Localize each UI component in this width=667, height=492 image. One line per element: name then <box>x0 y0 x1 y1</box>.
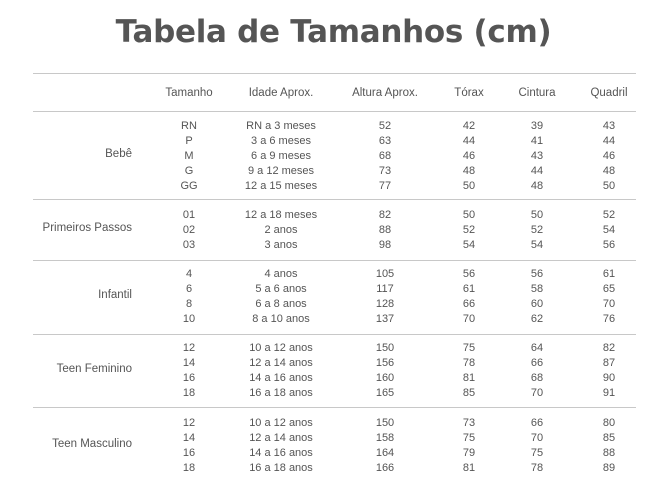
cell-tamanho: G <box>184 164 194 177</box>
cell-idade: 10 a 12 anos <box>249 417 313 429</box>
cell-altura: 164 <box>375 446 395 459</box>
group-name: Teen Masculino <box>52 437 132 450</box>
header-cintura: Cintura <box>518 87 556 99</box>
cell-torax: 81 <box>462 461 476 474</box>
cell-altura: 68 <box>378 149 392 162</box>
cell-tamanho: 18 <box>182 386 196 399</box>
cell-quadril: 76 <box>602 312 616 325</box>
cell-tamanho: 6 <box>185 282 193 295</box>
cell-altura: 165 <box>375 386 395 399</box>
cell-torax: 70 <box>462 312 476 325</box>
cell-torax: 50 <box>462 179 476 192</box>
cell-altura: 158 <box>375 431 395 444</box>
cell-altura: 128 <box>375 297 395 310</box>
cell-altura: 73 <box>378 164 392 177</box>
cell-tamanho: 16 <box>182 446 196 459</box>
header-quadril: Quadril <box>590 87 628 99</box>
cell-tamanho: 10 <box>182 312 196 325</box>
cell-altura: 77 <box>378 179 392 192</box>
cell-cintura: 41 <box>530 134 544 147</box>
cell-cintura: 56 <box>530 268 544 280</box>
cell-cintura: 66 <box>530 417 544 429</box>
cell-idade: 14 a 16 anos <box>249 371 313 384</box>
cell-quadril: 89 <box>602 461 616 474</box>
cell-idade: 12 a 18 meses <box>244 209 318 221</box>
cell-tamanho: 02 <box>182 223 196 236</box>
cell-quadril: 85 <box>602 431 616 444</box>
header-idade: Idade Aprox. <box>248 87 314 99</box>
cell-idade: 3 anos <box>264 238 298 251</box>
cell-idade: 16 a 18 anos <box>249 386 313 399</box>
group-name: Bebê <box>105 148 132 161</box>
cell-cintura: 48 <box>530 179 544 192</box>
table-top-rule <box>33 73 636 74</box>
cell-cintura: 62 <box>530 312 544 325</box>
cell-cintura: 39 <box>530 120 544 132</box>
cell-tamanho: 12 <box>182 417 196 429</box>
cell-torax: 79 <box>462 446 476 459</box>
cell-idade: 6 a 9 meses <box>251 149 311 162</box>
cell-cintura: 64 <box>530 342 544 354</box>
cell-idade: 6 a 8 anos <box>255 297 307 310</box>
cell-torax: 66 <box>462 297 476 310</box>
cell-quadril: 61 <box>602 268 616 280</box>
group-name: Primeiros Passos <box>42 222 132 235</box>
cell-idade: 5 a 6 anos <box>255 282 307 295</box>
cell-cintura: 50 <box>530 209 544 221</box>
cell-cintura: 75 <box>530 446 544 459</box>
cell-torax: 75 <box>462 431 476 444</box>
cell-tamanho: 18 <box>182 461 196 474</box>
cell-altura: 105 <box>375 268 395 280</box>
cell-altura: 63 <box>378 134 392 147</box>
cell-cintura: 70 <box>530 431 544 444</box>
cell-torax: 50 <box>462 209 476 221</box>
cell-tamanho: 14 <box>182 356 196 369</box>
cell-altura: 150 <box>375 342 395 354</box>
cell-cintura: 52 <box>530 223 544 236</box>
cell-quadril: 82 <box>602 342 616 354</box>
cell-torax: 56 <box>462 268 476 280</box>
group-divider <box>33 407 636 408</box>
cell-torax: 48 <box>462 164 476 177</box>
cell-cintura: 44 <box>530 164 544 177</box>
cell-quadril: 44 <box>602 134 616 147</box>
cell-torax: 42 <box>462 120 476 132</box>
cell-idade: 2 anos <box>264 223 298 236</box>
cell-torax: 73 <box>462 417 476 429</box>
group-divider <box>33 334 636 335</box>
cell-cintura: 66 <box>530 356 544 369</box>
cell-quadril: 52 <box>602 209 616 221</box>
cell-tamanho: 16 <box>182 371 196 384</box>
cell-torax: 61 <box>462 282 476 295</box>
cell-quadril: 70 <box>602 297 616 310</box>
cell-idade: RN a 3 meses <box>246 120 316 132</box>
cell-quadril: 91 <box>602 386 616 399</box>
cell-idade: 3 a 6 meses <box>251 134 311 147</box>
header-divider <box>33 111 636 112</box>
cell-quadril: 50 <box>602 179 616 192</box>
cell-tamanho: 4 <box>185 268 193 280</box>
cell-tamanho: 14 <box>182 431 196 444</box>
cell-idade: 14 a 16 anos <box>249 446 313 459</box>
cell-torax: 85 <box>462 386 476 399</box>
cell-quadril: 65 <box>602 282 616 295</box>
cell-tamanho: 01 <box>182 209 196 221</box>
cell-torax: 44 <box>462 134 476 147</box>
cell-altura: 137 <box>375 312 395 325</box>
cell-idade: 10 a 12 anos <box>249 342 313 354</box>
cell-torax: 52 <box>462 223 476 236</box>
cell-altura: 156 <box>375 356 395 369</box>
cell-quadril: 54 <box>602 223 616 236</box>
cell-tamanho: P <box>185 134 193 147</box>
header-tamanho: Tamanho <box>165 87 213 99</box>
group-divider <box>33 199 636 200</box>
cell-torax: 46 <box>462 149 476 162</box>
cell-cintura: 60 <box>530 297 544 310</box>
cell-tamanho: 8 <box>185 297 193 310</box>
header-altura: Altura Aprox. <box>352 87 418 99</box>
group-divider <box>33 260 636 261</box>
cell-quadril: 48 <box>602 164 616 177</box>
cell-cintura: 43 <box>530 149 544 162</box>
cell-cintura: 78 <box>530 461 544 474</box>
cell-altura: 150 <box>375 417 395 429</box>
cell-idade: 9 a 12 meses <box>247 164 315 177</box>
cell-cintura: 68 <box>530 371 544 384</box>
cell-altura: 117 <box>376 282 394 295</box>
cell-cintura: 58 <box>530 282 544 295</box>
cell-altura: 98 <box>378 238 392 251</box>
cell-tamanho: M <box>184 149 194 162</box>
cell-idade: 4 anos <box>264 268 298 280</box>
header-torax: Tórax <box>454 87 484 99</box>
cell-tamanho: 12 <box>182 342 196 354</box>
cell-quadril: 80 <box>602 417 616 429</box>
cell-torax: 75 <box>462 342 476 354</box>
group-name: Teen Feminino <box>56 362 132 375</box>
cell-altura: 88 <box>378 223 392 236</box>
cell-idade: 8 a 10 anos <box>252 312 310 325</box>
cell-torax: 81 <box>462 371 476 384</box>
cell-torax: 78 <box>462 356 476 369</box>
cell-quadril: 88 <box>602 446 616 459</box>
cell-quadril: 46 <box>602 149 616 162</box>
cell-quadril: 56 <box>602 238 616 251</box>
cell-idade: 12 a 14 anos <box>249 431 313 444</box>
cell-cintura: 54 <box>530 238 544 251</box>
cell-altura: 82 <box>378 209 392 221</box>
cell-idade: 12 a 14 anos <box>249 356 313 369</box>
cell-torax: 54 <box>462 238 476 251</box>
cell-idade: 16 a 18 anos <box>249 461 313 474</box>
group-name: Infantil <box>98 288 132 301</box>
cell-altura: 52 <box>378 120 392 132</box>
cell-quadril: 90 <box>602 371 616 384</box>
cell-altura: 166 <box>375 461 395 474</box>
cell-tamanho: RN <box>181 120 197 132</box>
page-title: Tabela de Tamanhos (cm) <box>115 14 552 50</box>
cell-altura: 160 <box>375 371 395 384</box>
cell-quadril: 87 <box>602 356 616 369</box>
cell-quadril: 43 <box>602 120 616 132</box>
cell-tamanho: 03 <box>182 238 196 251</box>
cell-idade: 12 a 15 meses <box>244 179 318 192</box>
cell-cintura: 70 <box>530 386 544 399</box>
cell-tamanho: GG <box>180 179 198 192</box>
